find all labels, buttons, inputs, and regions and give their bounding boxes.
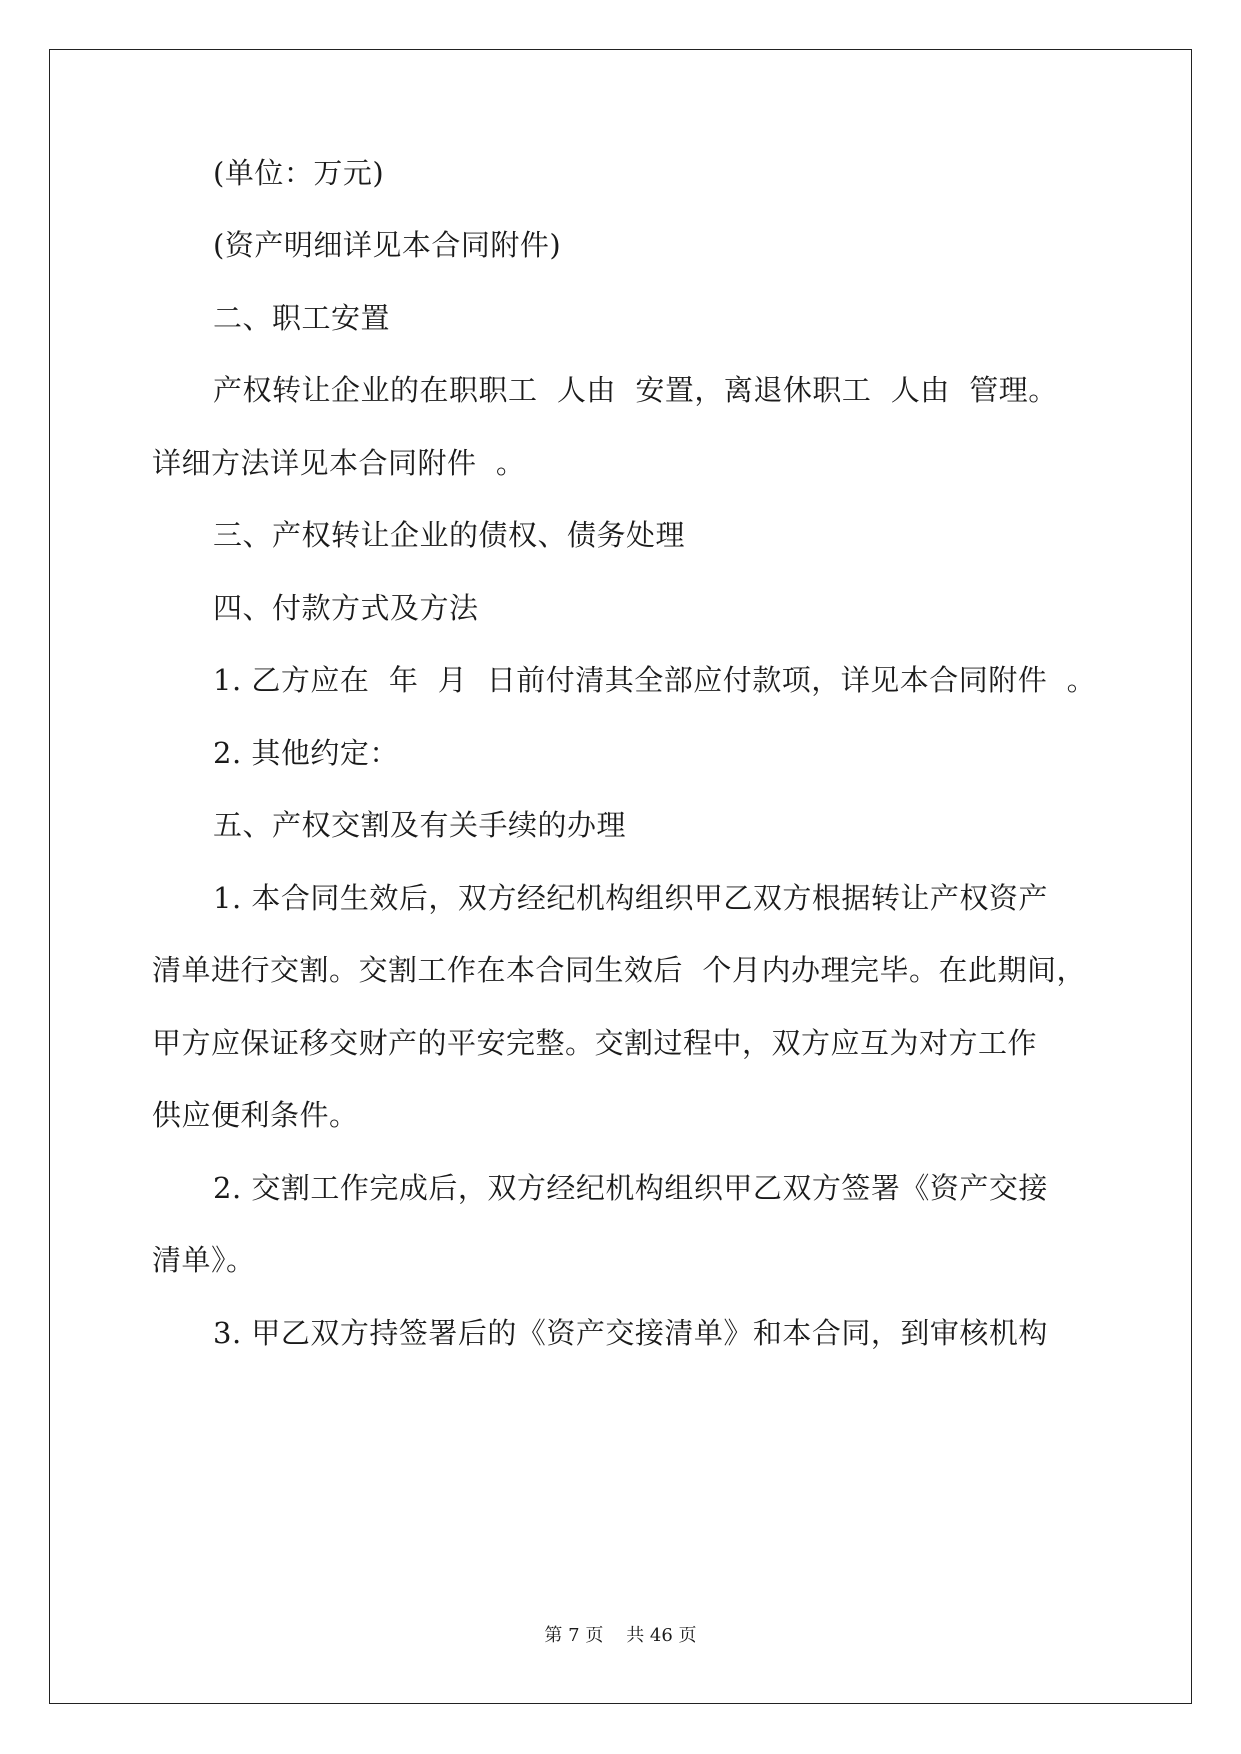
asset-detail-note: (资产明细详见本合同附件) xyxy=(213,228,562,262)
paragraph-line: 2. 交割工作完成后，双方经纪机构组织甲乙双方签署《资产交接 xyxy=(213,1171,1048,1205)
unit-note: (单位：万元) xyxy=(213,156,385,190)
section-heading-payment: 四、付款方式及方法 xyxy=(213,591,479,625)
section-heading-employee-placement: 二、职工安置 xyxy=(213,301,391,335)
section-heading-transfer: 五、产权交割及有关手续的办理 xyxy=(213,808,627,842)
paragraph-line: 清单》。 xyxy=(152,1243,256,1277)
paragraph-line: 产权转让企业的在职职工 人由 安置，离退休职工 人由 管理。 xyxy=(213,373,1058,407)
paragraph-line: 供应便利条件。 xyxy=(152,1098,359,1132)
page-number-footer: 第 7 页 共 46 页 xyxy=(544,1625,697,1646)
paragraph-line: 清单进行交割。交割工作在本合同生效后 个月内办理完毕。在此期间， xyxy=(152,953,1086,987)
paragraph-line: 详细方法详见本合同附件 。 xyxy=(152,446,526,480)
paragraph-line: 甲方应保证移交财产的平安完整。交割过程中，双方应互为对方工作 xyxy=(152,1026,1038,1060)
section-heading-debt-handling: 三、产权转让企业的债权、债务处理 xyxy=(213,518,686,552)
paragraph-line: 3. 甲乙双方持签署后的《资产交接清单》和本合同，到审核机构 xyxy=(213,1316,1048,1350)
paragraph-line: 1. 乙方应在 年 月 日前付清其全部应付款项，详见本合同附件 。 xyxy=(213,663,1097,697)
paragraph-line: 2. 其他约定： xyxy=(213,736,399,770)
paragraph-line: 1. 本合同生效后，双方经纪机构组织甲乙双方根据转让产权资产 xyxy=(213,881,1048,915)
